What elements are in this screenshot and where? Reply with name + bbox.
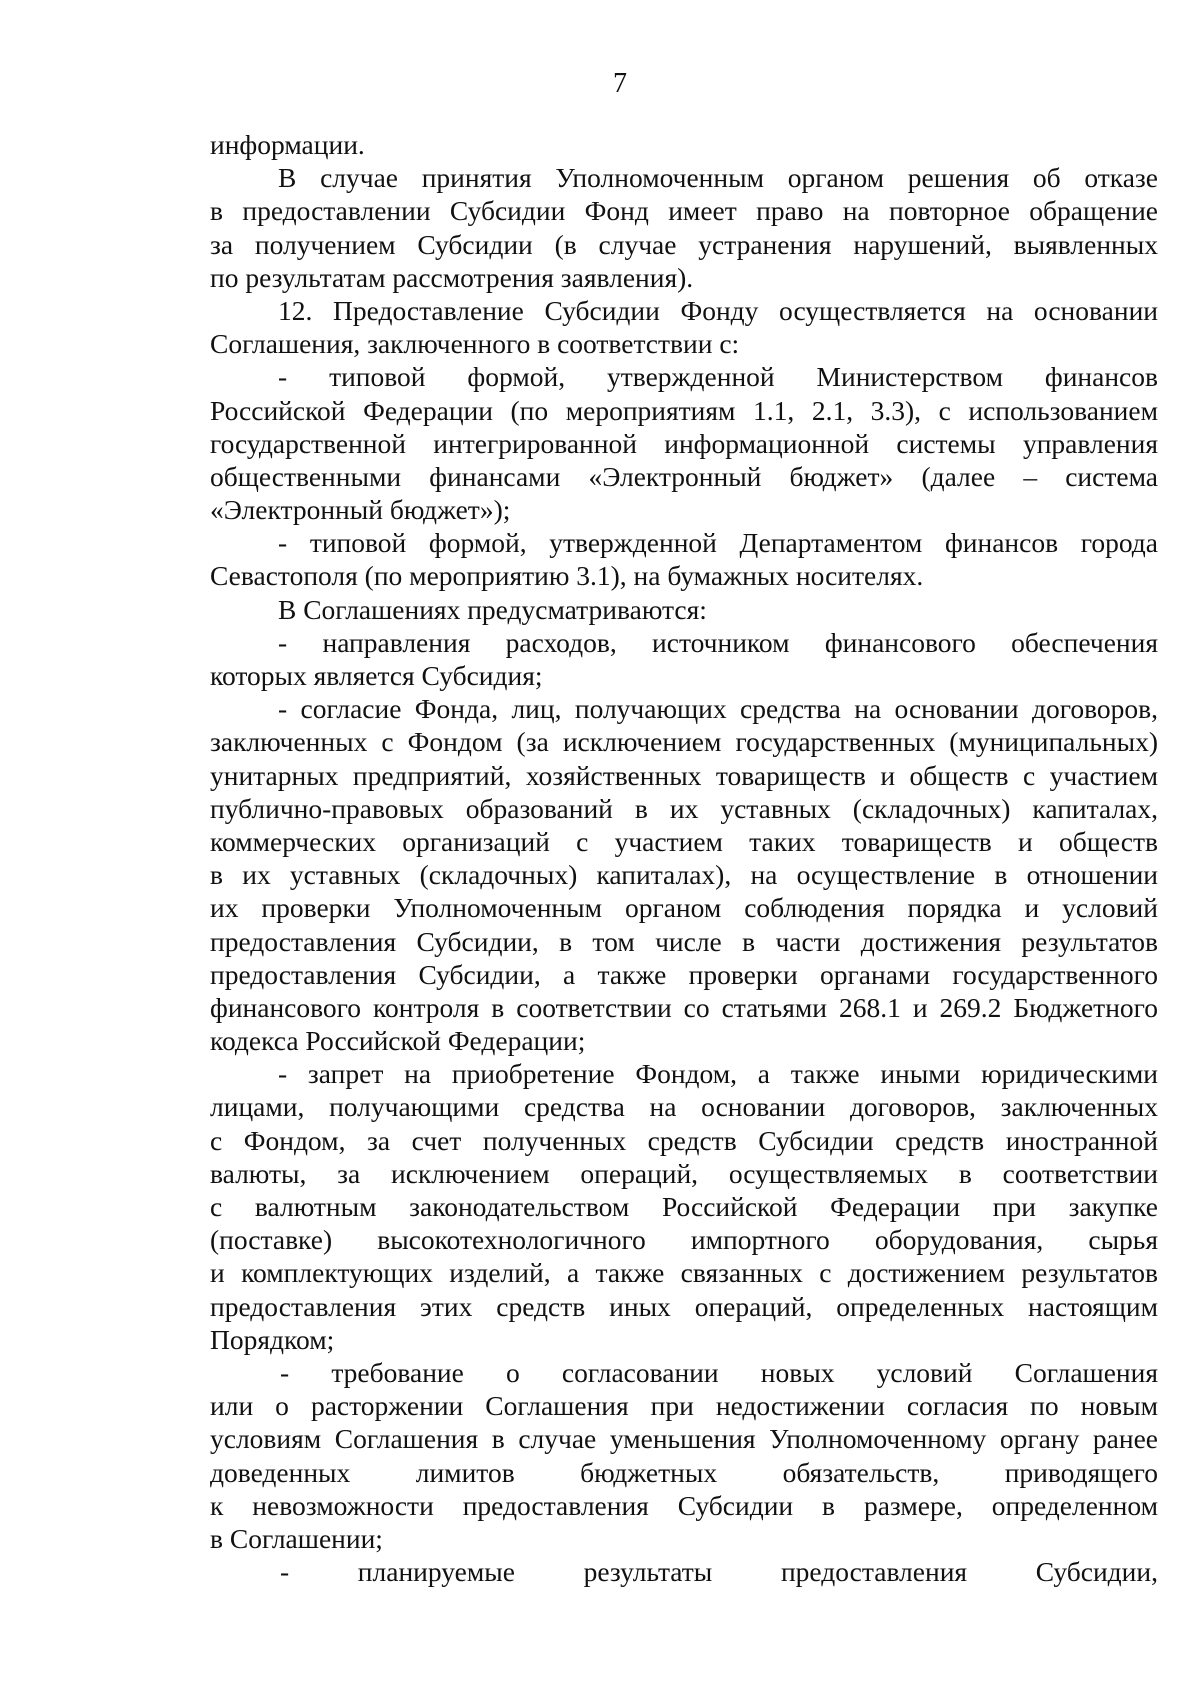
text-line: или о расторжении Соглашения при недостижении согласия по новым <box>210 1390 1158 1422</box>
text-line: лицами, получающими средства на основании договоров, заключенных <box>210 1091 1158 1123</box>
text-line: валюты, за исключением операций, осуществляемых в соответствии <box>210 1157 1158 1189</box>
text-line: В случае принятия Уполномоченным органом решения об отказе <box>278 162 1158 194</box>
text-line: - типовой формой, утвержденной Департаментом финансов города <box>278 527 1158 559</box>
text-line: по результатам рассмотрения заявления). <box>210 261 694 293</box>
text-line: в их уставных (складочных) капиталах), на осуществление в отношении <box>210 859 1158 891</box>
text-line: - требование о согласовании новых условий Соглашения <box>280 1356 1158 1388</box>
document-body <box>210 128 1158 1588</box>
text-line: Соглашения, заключенного в соответствии с: <box>210 328 740 360</box>
text-line: с Фондом, за счет полученных средств Субсидии средств иностранной <box>210 1124 1158 1156</box>
text-line: предоставления этих средств иных операций, определенных настоящим <box>210 1290 1158 1322</box>
text-line: условиям Соглашения в случае уменьшения Уполномоченному органу ранее <box>210 1423 1158 1455</box>
text-line: Порядком; <box>210 1323 335 1355</box>
text-line: государственной интегрированной информационной системы управления <box>210 427 1158 459</box>
text-line: унитарных предприятий, хозяйственных товариществ и обществ с участием <box>210 759 1158 791</box>
text-line: публично-правовых образований в их уставных (складочных) капиталах, <box>210 792 1158 824</box>
text-line: общественными финансами «Электронный бюджет» (далее – система <box>210 460 1158 492</box>
text-line: коммерческих организаций с участием таких товариществ и обществ <box>210 825 1158 857</box>
text-line: Российской Федерации (по мероприятиям 1.1, 2.1, 3.3), с использованием <box>210 394 1158 426</box>
text-line: финансового контроля в соответствии со статьями 268.1 и 269.2 Бюджетного <box>210 991 1158 1023</box>
text-line: - типовой формой, утвержденной Министерством финансов <box>278 361 1158 393</box>
text-line: за получением Субсидии (в случае устранения нарушений, выявленных <box>210 228 1158 260</box>
text-line: 12. Предоставление Субсидии Фонду осуществляется на основании <box>278 294 1158 326</box>
text-line: предоставления Субсидии, в том числе в части достижения результатов <box>210 925 1158 957</box>
text-line: (поставке) высокотехнологичного импортного оборудования, сырья <box>210 1224 1158 1256</box>
page-number: 7 <box>613 68 627 99</box>
text-line: их проверки Уполномоченным органом соблюдения порядка и условий <box>210 892 1158 924</box>
text-line: - запрет на приобретение Фондом, а также иными юридическими <box>278 1058 1158 1090</box>
text-line: с валютным законодательством Российской Федерации при закупке <box>210 1191 1158 1222</box>
text-line: кодекса Российской Федерации; <box>210 1025 586 1057</box>
text-line: - согласие Фонда, лиц, получающих средства на основании договоров, <box>278 693 1158 725</box>
text-line: в Соглашении; <box>210 1522 383 1554</box>
text-line: предоставления Субсидии, а также проверки органами государственного <box>210 958 1158 990</box>
text-line: которых является Субсидия; <box>210 660 543 691</box>
text-line: - направления расходов, источником финансового обеспечения <box>278 626 1158 658</box>
text-line: Севастополя (по мероприятию 3.1), на бумажных носителях. <box>210 560 924 592</box>
text-line: - планируемые результаты предоставления Субсидии, <box>280 1556 1158 1588</box>
text-line: к невозможности предоставления Субсидии в размере, определенном <box>210 1489 1158 1521</box>
text-line: заключенных с Фондом (за исключением государственных (муниципальных) <box>210 726 1158 758</box>
text-line: и комплектующих изделий, а также связанных с достижением результатов <box>210 1257 1158 1289</box>
text-line: «Электронный бюджет»); <box>210 494 511 526</box>
text-line: в предоставлении Субсидии Фонд имеет право на повторное обращение <box>210 195 1158 227</box>
text-line: информации. <box>210 129 365 160</box>
text-line: доведенных лимитов бюджетных обязательств, приводящего <box>210 1456 1158 1488</box>
text-line: В Соглашениях предусматриваются: <box>278 593 707 625</box>
